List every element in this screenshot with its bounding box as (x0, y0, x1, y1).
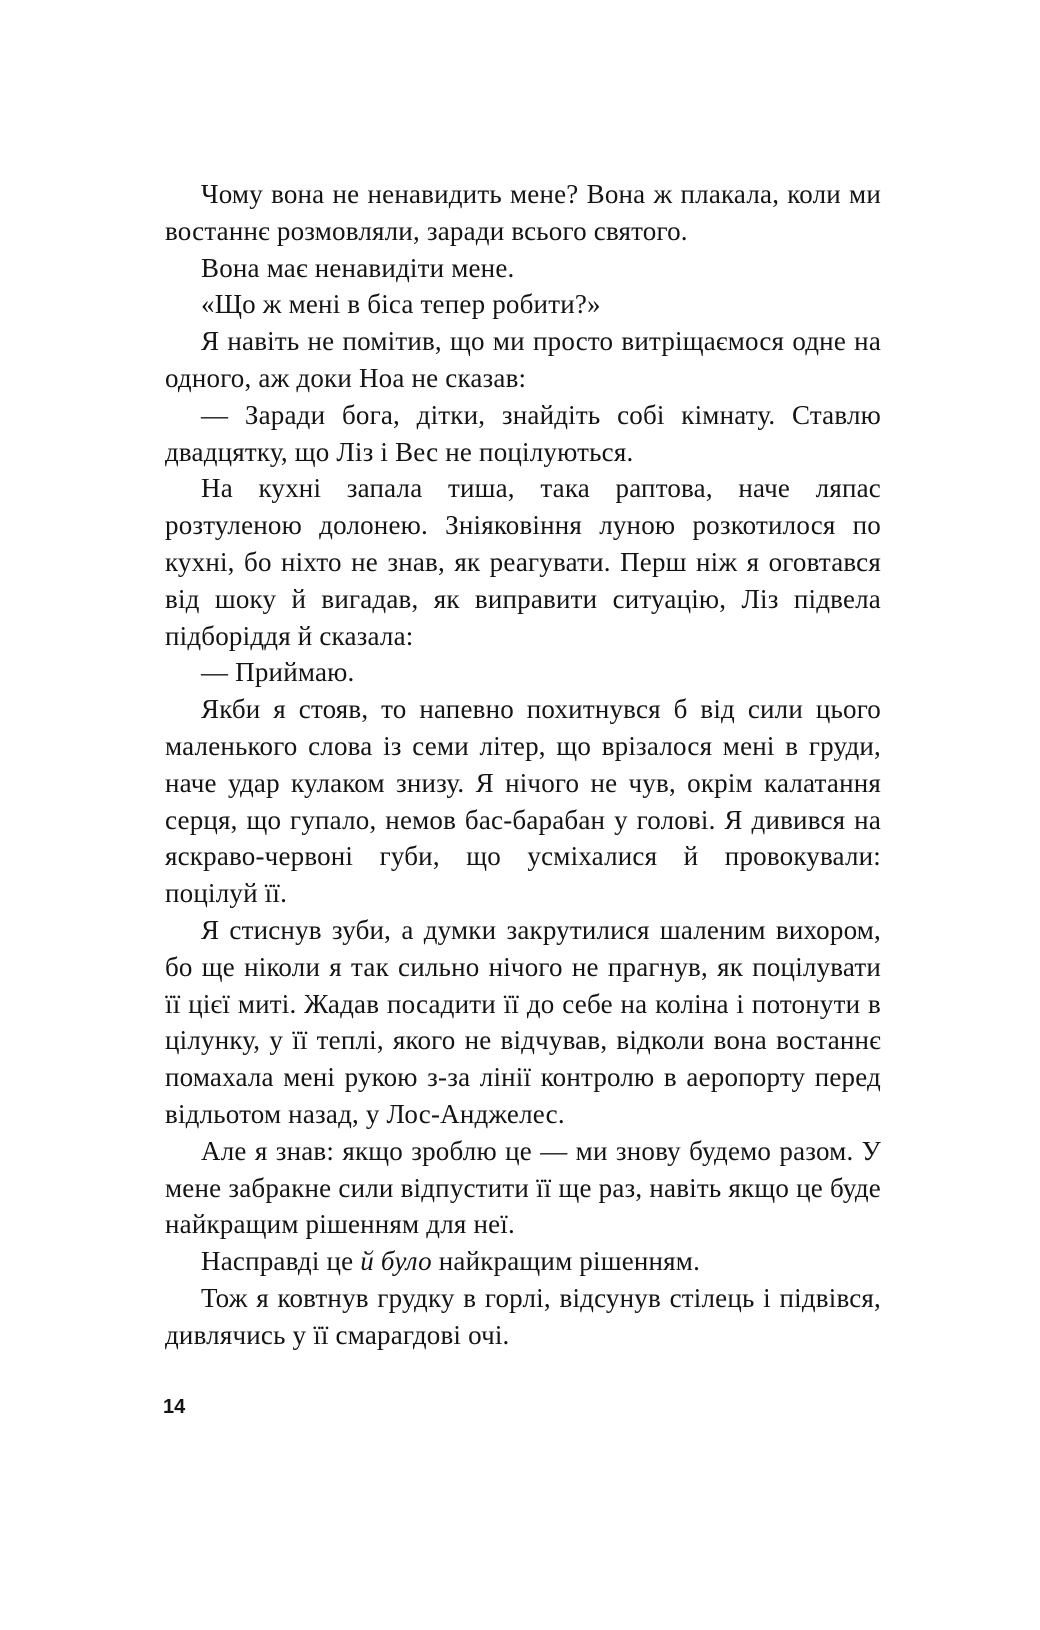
paragraph-segment: Насправді це (201, 1246, 361, 1277)
paragraph (165, 1243, 881, 1280)
paragraph: Я стиснув зуби, а думки закрутилися шаленим вихором, бо ще ніколи я так сильно нічого не прагнув, як поцілувати її цієї миті. Жадав посадити її до себе на коліна і потонути в цілунку, у її теплі, якого не відчував, відколи вона востаннє помахала мені рукою з-за лінії контролю в аеропорту перед відльотом назад, у Лос-Анджелес. (165, 914, 881, 1129)
paragraph: Чому вона не ненавидить мене? Вона ж плакала, коли ми востаннє розмовляли, заради всього святого. (165, 179, 881, 246)
paragraph: Якби я стояв, то напевно похитнувся б від сили цього маленького слова із семи літер, що врізалося мені в груди, наче удар кулаком знизу. Я нічого не чув, окрім калатання серця, що гупало, немов бас-барабан у голові. Я дивився на яскраво-червоні губи, що усміхалися й провокували: поцілуй її. (165, 694, 881, 909)
paragraph: Тож я ковтнув грудку в горлі, відсунув стілець і підвівся, дивлячись у її смарагдові очі. (165, 1282, 881, 1350)
paragraph: — Заради бога, дітки, знайдіть собі кімнату. Ставлю двадцятку, що Ліз і Вес не поцілуються. (165, 399, 881, 467)
paragraph: Але я знав: якщо зроблю це — ми знову будемо разом. У мене забракне сили відпустити її ще раз, навіть якщо це буде найкращим рішенням для неї. (165, 1135, 881, 1240)
paragraph: «Що ж мені в біса тепер робити?» (201, 289, 601, 320)
paragraph: Я навіть не помітив, що ми просто витріщаємося одне на одного, аж доки Ноа не сказав: (165, 326, 881, 393)
page-number: 14 (163, 1396, 186, 1418)
paragraph-segment-italic: й було (360, 1246, 432, 1277)
paragraph: — Приймаю. (201, 657, 355, 688)
paragraph: Вона має ненавидіти мене. (201, 252, 515, 283)
paragraph: На кухні запала тиша, така раптова, наче ляпас розтуленою долонею. Зніяковіння луною розкотилося по кухні, бо ніхто не знав, як реагувати. Перш ніж я оговтався від шоку й вигадав, як виправити ситуацію, Ліз підвела підборіддя й сказала: (165, 473, 881, 651)
paragraph-segment: найкращим рішенням. (431, 1246, 701, 1277)
text-block (165, 176, 881, 1354)
